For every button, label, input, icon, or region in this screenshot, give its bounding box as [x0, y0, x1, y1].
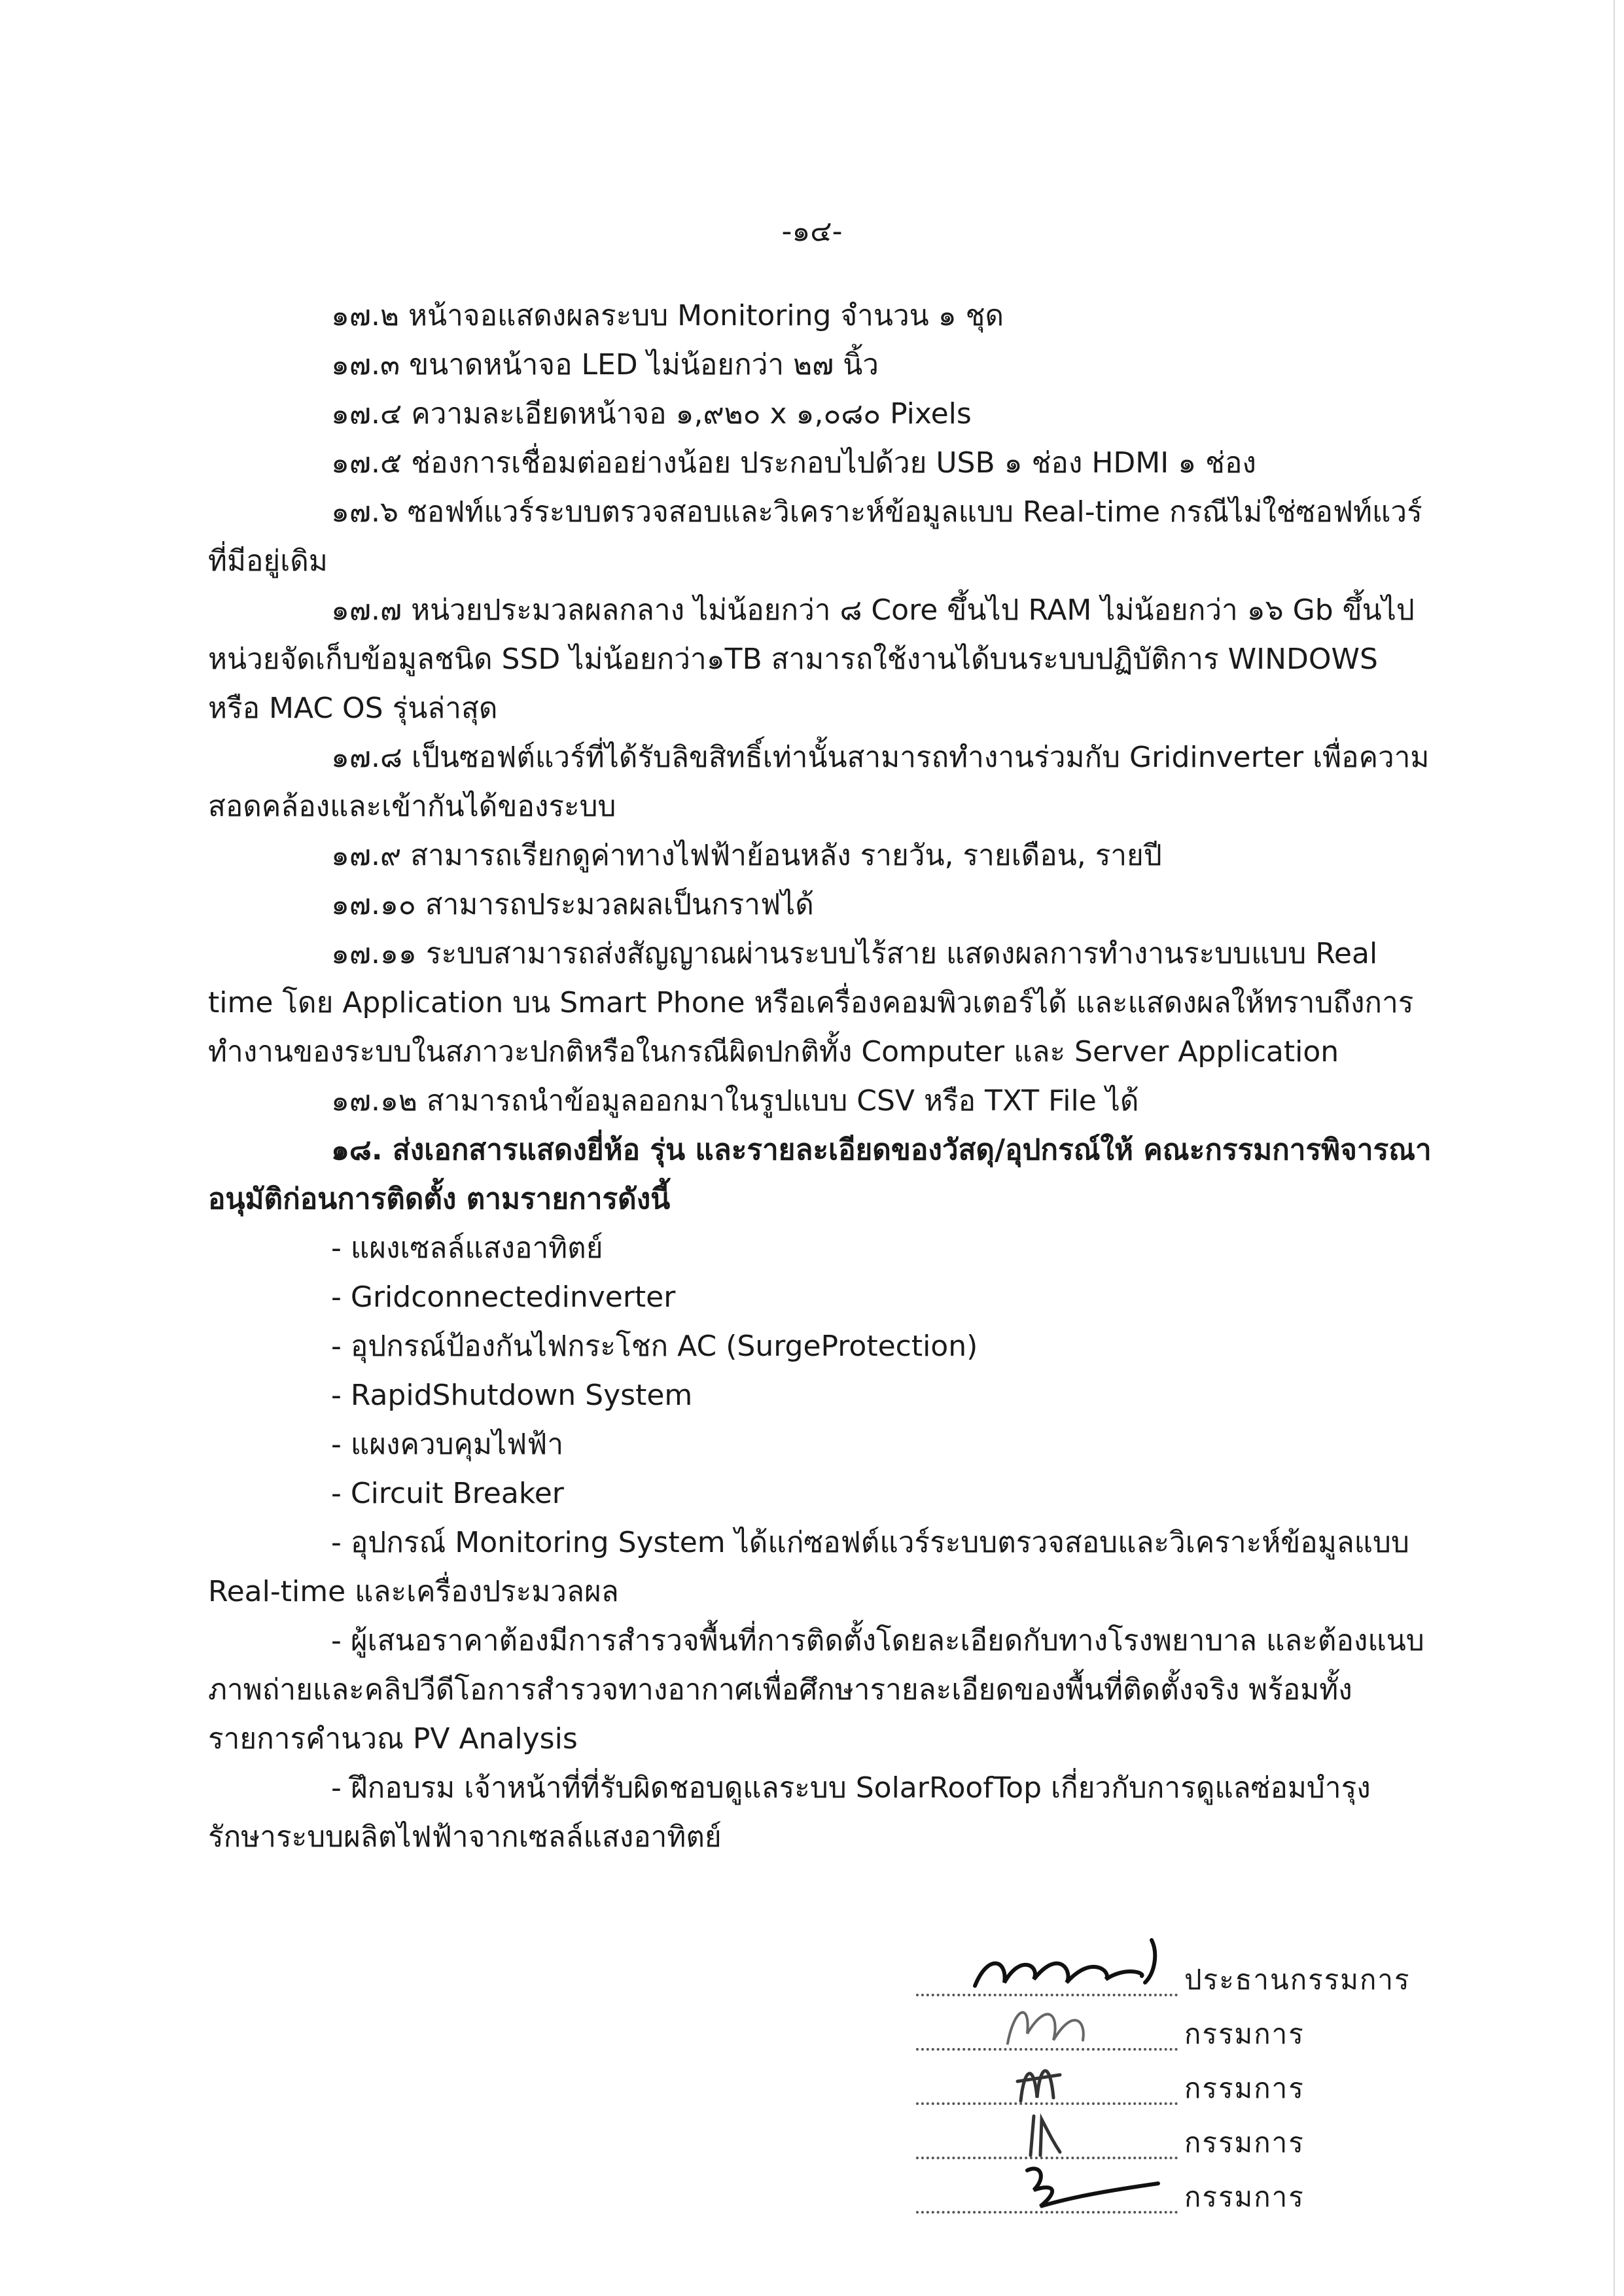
bullet-site-survey: - ผู้เสนอราคาต้องมีการสำรวจพื้นที่การติดตั้งโดยละเอียดกับทางโรงพยาบาล และต้องแนบภาพถ่ายและคลิปวีดีโอการสำรวจทางอากาศเพื่อศึกษารายละเอียดของพื้นที่ติดตั้งจริง พร้อมทั้งรายการคำนวณ PV Analysis	[208, 1624, 1424, 1756]
signature-role: กรรมการ	[1184, 2018, 1305, 2050]
bullet-control-panel: - แผงควบคุมไฟฟ้า	[331, 1428, 564, 1461]
signature-role: กรรมการ	[1184, 2181, 1305, 2213]
section-18-heading: ๑๘. ส่งเอกสารแสดงยี่ห้อ รุ่น และรายละเอียดของวัสดุ/อุปกรณ์ให้ คณะกรรมการพิจารณาอนุมัติก่อนการติดตั้ง ตามรายการดังนี้	[208, 1133, 1432, 1216]
item-17-3: ๑๗.๓ ขนาดหน้าจอ LED ไม่น้อยกว่า ๒๗ นิ้ว	[331, 348, 879, 381]
item-17-11: ๑๗.๑๑ ระบบสามารถส่งสัญญาณผ่านระบบไร้สาย แสดงผลการทำงานระบบแบบ Real time โดย Application บน Smart Phone หรือเครื่องคอมพิวเตอร์ได้ และแสดงผลให้ทราบถึงการทำงานของระบบในสภาวะปกติหรือในกรณีผิดปกติทั้ง Computer และ Server Application	[208, 937, 1414, 1069]
item-17-2: ๑๗.๒ หน้าจอแสดงผลระบบ Monitoring จำนวน ๑ ชุด	[331, 299, 1004, 332]
document-body	[208, 291, 1438, 1862]
signature-dots	[916, 2211, 1178, 2214]
signature-line-member-4	[916, 2170, 1439, 2223]
bullet-surge-protection: - อุปกรณ์ป้องกันไฟกระโชก AC (SurgeProtection)	[331, 1330, 978, 1363]
page-number: -๑๔-	[781, 215, 843, 248]
item-17-5: ๑๗.๕ ช่องการเชื่อมต่ออย่างน้อย ประกอบไปด้วย USB ๑ ช่อง HDMI ๑ ช่อง	[331, 446, 1256, 480]
item-17-6: ๑๗.๖ ซอฟท์แวร์ระบบตรวจสอบและวิเคราะห์ข้อมูลแบบ Real-time กรณีไม่ใช่ซอฟท์แวร์ที่มีอยู่เดิม	[208, 495, 1422, 578]
bullet-rapid-shutdown: - RapidShutdown System	[331, 1379, 693, 1412]
signature-role: ประธานกรรมการ	[1184, 1964, 1411, 1996]
bullet-inverter: - Gridconnectedinverter	[331, 1280, 676, 1314]
item-17-8: ๑๗.๘ เป็นซอฟต์แวร์ที่ได้รับลิขสิทธิ์เท่านั้นสามารถทำงานร่วมกับ Gridinverter เพื่อความสอดคล้องและเข้ากันได้ของระบบ	[208, 741, 1430, 823]
item-17-10: ๑๗.๑๐ สามารถประมวลผลเป็นกราฟได้	[331, 888, 814, 921]
item-17-4: ๑๗.๔ ความละเอียดหน้าจอ ๑,๙๒๐ x ๑,๐๘๐ Pixels	[331, 397, 972, 431]
bullet-circuit-breaker: - Circuit Breaker	[331, 1477, 564, 1510]
signature-role: กรรมการ	[1184, 2072, 1305, 2104]
bullet-solar-panel: - แผงเซลล์แสงอาทิตย์	[331, 1231, 603, 1265]
bullet-monitoring-system: - อุปกรณ์ Monitoring System ได้แก่ซอฟต์แวร์ระบบตรวจสอบและวิเคราะห์ข้อมูลแบบ Real-time และเครื่องประมวลผล	[208, 1526, 1409, 1608]
item-17-7: ๑๗.๗ หน่วยประมวลผลกลาง ไม่น้อยกว่า ๘ Core ขึ้นไป RAM ไม่น้อยกว่า ๑๖ Gb ขึ้นไป หน่วยจัดเก็บข้อมูลชนิด SSD ไม่น้อยกว่า๑TB สามารถใช้งานได้บนระบบปฏิบัติการ WINDOWS หรือ MAC OS รุ่นล่าสุด	[208, 593, 1415, 725]
scan-edge-line	[1614, 0, 1615, 2296]
bullet-training: - ฝึกอบรม เจ้าหน้าที่ที่รับผิดชอบดูแลระบบ SolarRoofTop เกี่ยวกับการดูแลซ่อมบำรุงรักษาระบบผลิตไฟฟ้าจากเซลล์แสงอาทิตย์	[208, 1771, 1371, 1854]
signature-role: กรรมการ	[1184, 2127, 1305, 2159]
item-17-9: ๑๗.๙ สามารถเรียกดูค่าทางไฟฟ้าย้อนหลัง รายวัน, รายเดือน, รายปี	[331, 839, 1162, 872]
item-17-12: ๑๗.๑๒ สามารถนำข้อมูลออกมาในรูปแบบ CSV หรือ TXT File ได้	[331, 1084, 1139, 1118]
